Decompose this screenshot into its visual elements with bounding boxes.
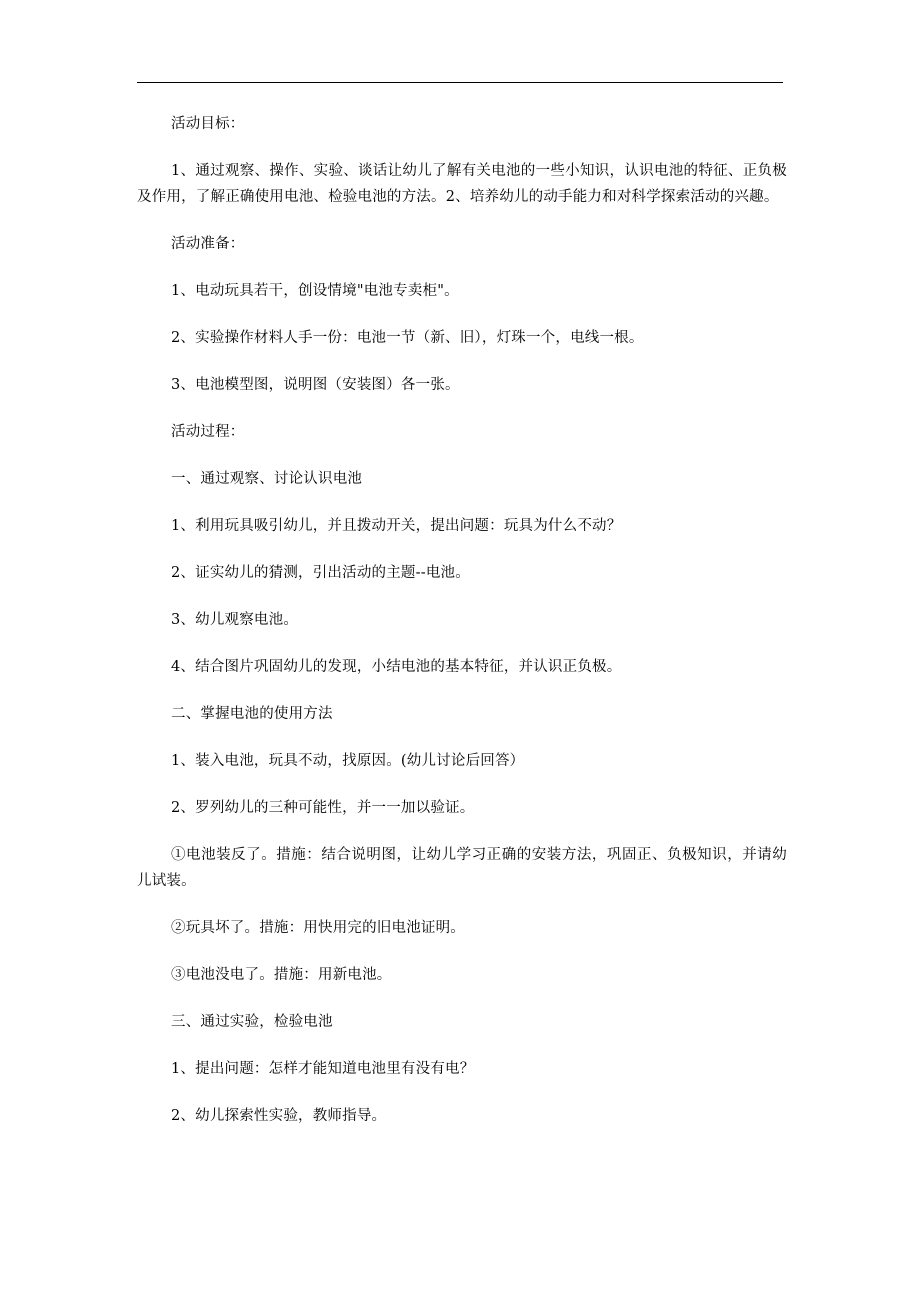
- paragraph-section-1-item-4: 4、结合图片巩固幼儿的发现，小结电池的基本特征，并认识正负极。: [171, 659, 622, 675]
- paragraph-measure-3: ③电池没电了。措施：用新电池。: [171, 967, 392, 983]
- paragraph-measure-2: ②玩具坏了。措施：用快用完的旧电池证明。: [171, 920, 465, 936]
- paragraph-section-1-item-2: 2、证实幼儿的猜测，引出活动的主题--电池。: [171, 565, 470, 581]
- paragraph-section-1-heading: 一、通过观察、讨论认识电池: [171, 471, 363, 487]
- paragraph-prep-1: 1、电动玩具若干，创设情境"电池专卖柜"。: [171, 283, 459, 299]
- paragraph-section-3-heading: 三、通过实验，检验电池: [171, 1014, 333, 1030]
- paragraph-process-heading: 活动过程：: [171, 424, 245, 440]
- paragraph-section-2-item-2: 2、罗列幼儿的三种可能性，并一一加以验证。: [171, 800, 475, 816]
- paragraph-goal-text: 1、通过观察、操作、实验、谈话让幼儿了解有关电池的一些小知识，认识电池的特征、正负极及作用，了解正确使用电池、检验电池的方法。2、培养幼儿的动手能力和对科学探索活动的兴趣。: [137, 163, 787, 205]
- paragraph-goal-heading: 活动目标：: [171, 116, 245, 132]
- paragraph-section-3-item-2: 2、幼儿探索性实验，教师指导。: [171, 1108, 387, 1124]
- paragraph-section-1-item-1: 1、利用玩具吸引幼儿，并且拨动开关，提出问题：玩具为什么不动？: [171, 518, 622, 534]
- paragraph-prep-2: 2、实验操作材料人手一份：电池一节（新、旧），灯珠一个，电线一根。: [171, 330, 644, 346]
- paragraph-measure-1: ①电池装反了。措施：结合说明图，让幼儿学习正确的安装方法，巩固正、负极知识，并请幼儿试装。: [137, 847, 787, 889]
- paragraph-prep-heading: 活动准备：: [171, 236, 245, 252]
- paragraph-section-1-item-3: 3、幼儿观察电池。: [171, 612, 299, 628]
- paragraph-section-2-heading: 二、掌握电池的使用方法: [171, 706, 333, 722]
- paragraph-prep-3: 3、电池模型图，说明图（安装图）各一张。: [171, 377, 460, 393]
- document-body: [137, 111, 787, 1129]
- paragraph-section-2-item-1: 1、装入电池，玩具不动，找原因。(幼儿讨论后回答）: [171, 753, 525, 769]
- header-rule: [137, 82, 783, 83]
- paragraph-section-3-item-1: 1、提出问题：怎样才能知道电池里有没有电？: [171, 1061, 475, 1077]
